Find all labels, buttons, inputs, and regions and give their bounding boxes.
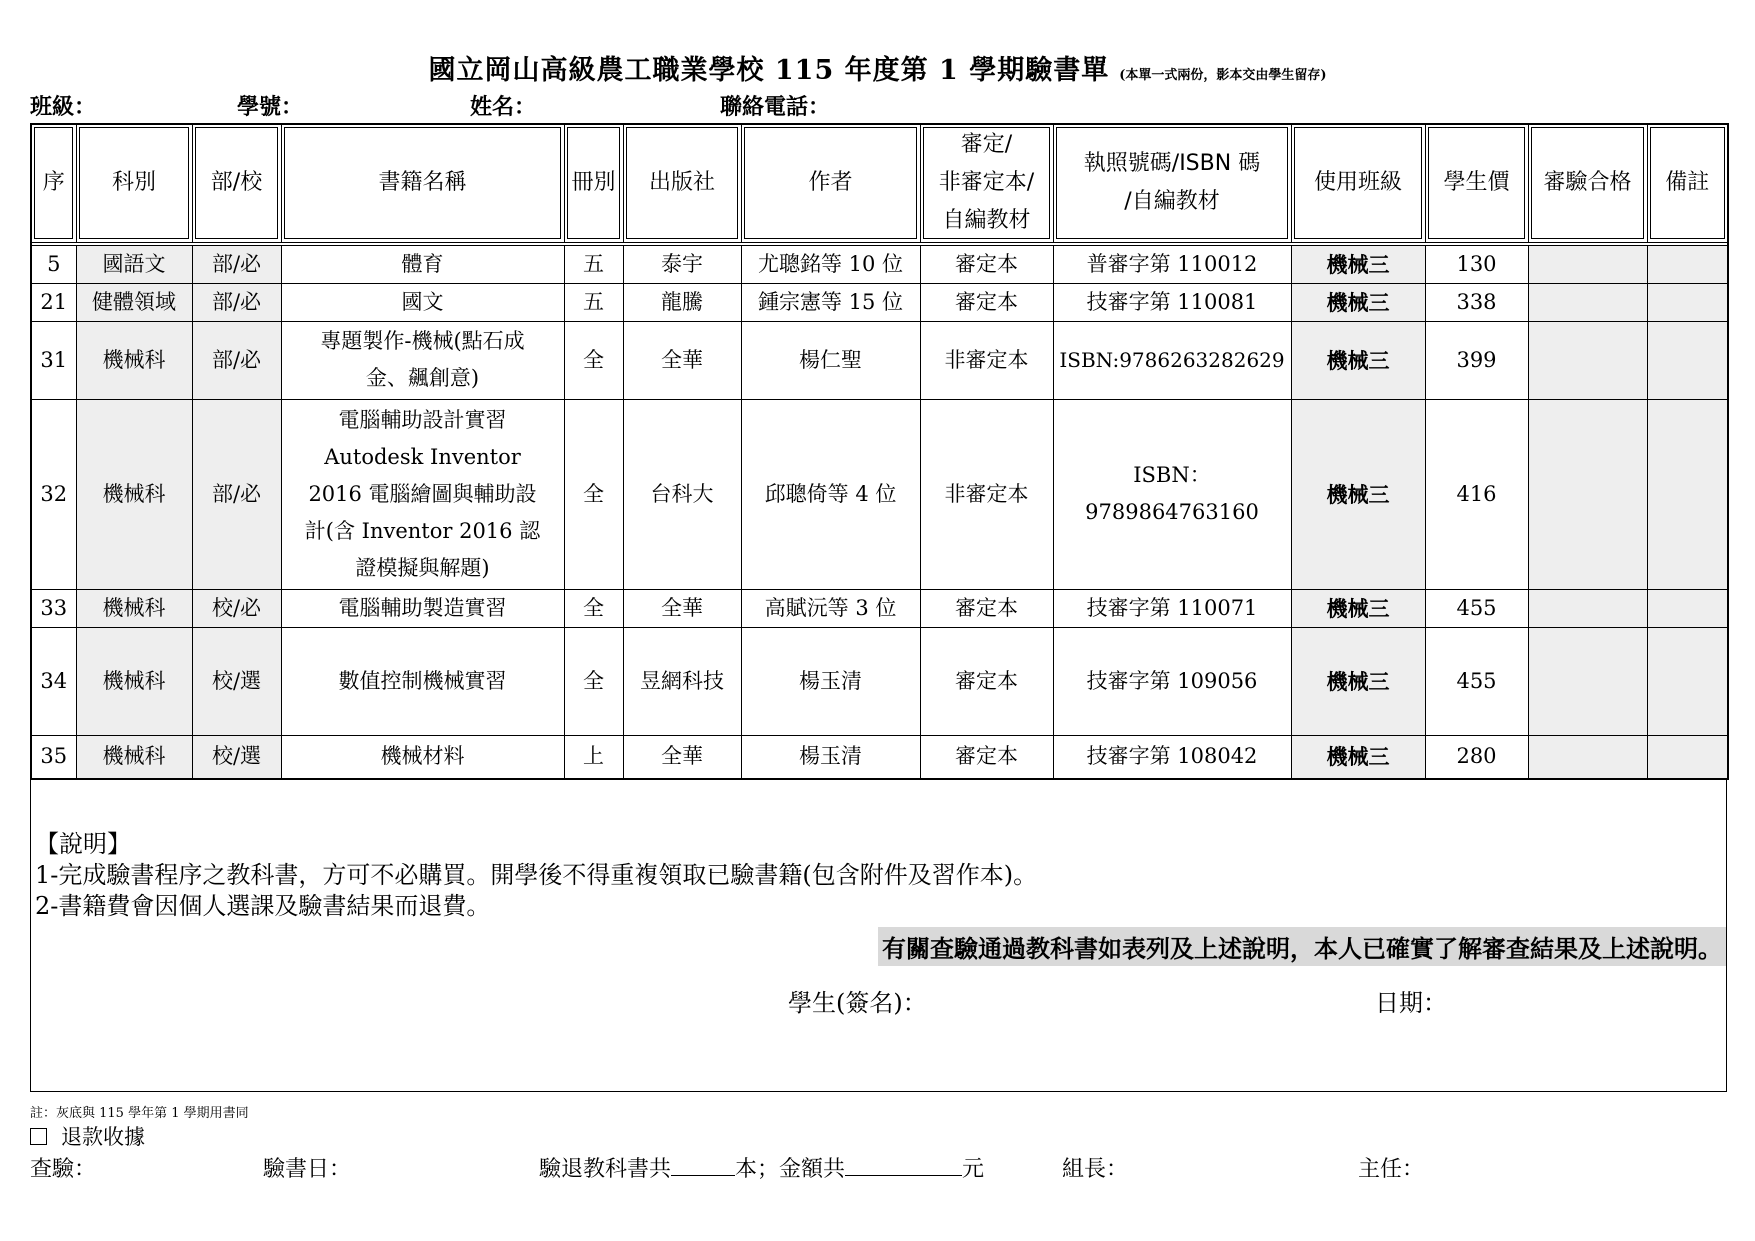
cell-publisher: 全華	[623, 589, 741, 627]
col-header-no: 序	[31, 124, 76, 242]
cell-class: 機械三	[1291, 399, 1425, 589]
cell-remark[interactable]	[1647, 399, 1728, 589]
cell-status: 審定本	[920, 627, 1053, 735]
cell-pass[interactable]	[1528, 399, 1647, 589]
cell-volume: 五	[564, 245, 623, 283]
refund-checkbox[interactable]	[30, 1128, 47, 1145]
cell-volume: 全	[564, 321, 623, 399]
cell-author: 邱聰倚等 4 位	[741, 399, 920, 589]
cell-title: 體育	[281, 245, 564, 283]
col-header-type: 部/校	[192, 124, 281, 242]
cell-pass[interactable]	[1528, 589, 1647, 627]
cell-type: 校/選	[192, 627, 281, 735]
col-header-volume: 冊別	[564, 124, 623, 242]
col-header-publisher: 出版社	[623, 124, 741, 242]
table-row	[31, 321, 1728, 399]
cell-price: 280	[1425, 735, 1528, 779]
cell-class: 機械三	[1291, 627, 1425, 735]
gray-footnote: 註：灰底與 115 學年第 1 學期用書同	[30, 1106, 249, 1121]
cell-license: 技審字第 109056	[1053, 627, 1291, 735]
cell-dept: 國語文	[76, 245, 192, 283]
notes-text	[35, 829, 1037, 922]
cell-type: 部/必	[192, 321, 281, 399]
cell-publisher: 台科大	[623, 399, 741, 589]
notes-item-2: 2-書籍費會因個人選課及驗書結果而退費。	[35, 892, 491, 920]
cell-pass[interactable]	[1528, 735, 1647, 779]
cell-license: ISBN:9786263282629	[1053, 321, 1291, 399]
notes-heading: 【說明】	[35, 830, 131, 858]
col-header-title: 書籍名稱	[281, 124, 564, 242]
cell-class: 機械三	[1291, 321, 1425, 399]
cell-price: 399	[1425, 321, 1528, 399]
table-row	[31, 283, 1728, 321]
col-header-status: 審定/ 非審定本/ 自編教材	[920, 124, 1053, 242]
cell-price: 338	[1425, 283, 1528, 321]
cell-class: 機械三	[1291, 283, 1425, 321]
cell-author: 高賦沅等 3 位	[741, 589, 920, 627]
cell-dept: 健體領域	[76, 283, 192, 321]
student-id-label: 學號：	[237, 95, 304, 120]
col-header-remark: 備註	[1647, 124, 1728, 242]
count-prefix: 驗退教科書共	[539, 1157, 672, 1182]
textbook-table	[30, 123, 1729, 780]
student-name-label: 姓名：	[470, 95, 537, 120]
cell-no: 31	[31, 321, 76, 399]
cell-title: 電腦輔助設計實習 Autodesk Inventor 2016 電腦繪圖與輔助設 計(含 Inventor 2016 認 證模擬與解題)	[281, 399, 564, 589]
cell-author: 楊玉清	[741, 735, 920, 779]
cell-pass[interactable]	[1528, 245, 1647, 283]
document-title: 國立岡山高級農工職業學校 115 年度第 1 學期驗書單	[428, 55, 1110, 86]
cell-status: 審定本	[920, 735, 1053, 779]
table-row	[31, 589, 1728, 627]
cell-remark[interactable]	[1647, 589, 1728, 627]
cell-no: 5	[31, 245, 76, 283]
cell-type: 部/必	[192, 399, 281, 589]
cell-pass[interactable]	[1528, 627, 1647, 735]
col-header-price: 學生價	[1425, 124, 1528, 242]
cell-dept: 機械科	[76, 627, 192, 735]
cell-class: 機械三	[1291, 735, 1425, 779]
cell-remark[interactable]	[1647, 283, 1728, 321]
cell-volume: 五	[564, 283, 623, 321]
cell-no: 35	[31, 735, 76, 779]
cell-author: 尤聰銘等 10 位	[741, 245, 920, 283]
col-header-license: 執照號碼/ISBN 碼 /自編教材	[1053, 124, 1291, 242]
cell-publisher: 龍騰	[623, 283, 741, 321]
confirmation-statement: 有關查驗通過教科書如表列及上述說明，本人已確實了解審查結果及上述說明。	[878, 927, 1726, 966]
cell-no: 34	[31, 627, 76, 735]
cell-dept: 機械科	[76, 399, 192, 589]
director-label: 主任：	[1358, 1157, 1425, 1182]
phone-label: 聯絡電話：	[720, 95, 831, 120]
refund-receipt-row	[30, 1121, 145, 1151]
col-header-author: 作者	[741, 124, 920, 242]
cell-status: 非審定本	[920, 399, 1053, 589]
cell-type: 部/必	[192, 283, 281, 321]
count-unit: 本；金額共	[735, 1157, 846, 1182]
cell-status: 審定本	[920, 245, 1053, 283]
amount-unit: 元	[962, 1157, 985, 1182]
cell-pass[interactable]	[1528, 283, 1647, 321]
cell-remark[interactable]	[1647, 627, 1728, 735]
col-header-dept: 科別	[76, 124, 192, 242]
cell-price: 416	[1425, 399, 1528, 589]
cell-license: 技審字第 108042	[1053, 735, 1291, 779]
cell-class: 機械三	[1291, 589, 1425, 627]
cell-publisher: 全華	[623, 321, 741, 399]
table-header-row	[31, 124, 1728, 242]
cell-type: 校/選	[192, 735, 281, 779]
cell-dept: 機械科	[76, 321, 192, 399]
refund-count-field	[539, 1152, 984, 1183]
inspector-label: 查驗：	[30, 1157, 97, 1182]
cell-license: 技審字第 110071	[1053, 589, 1291, 627]
cell-no: 33	[31, 589, 76, 627]
cell-volume: 全	[564, 627, 623, 735]
cell-type: 校/必	[192, 589, 281, 627]
amount-blank[interactable]	[845, 1154, 962, 1176]
col-header-pass: 審驗合格	[1528, 124, 1647, 242]
cell-publisher: 泰宇	[623, 245, 741, 283]
cell-volume: 上	[564, 735, 623, 779]
cell-license: ISBN： 9789864763160	[1053, 399, 1291, 589]
table-row	[31, 627, 1728, 735]
cell-title: 數值控制機械實習	[281, 627, 564, 735]
document-header	[0, 48, 1755, 87]
refund-label: 退款收據	[61, 1125, 145, 1149]
cell-status: 審定本	[920, 589, 1053, 627]
cell-author: 鍾宗憲等 15 位	[741, 283, 920, 321]
table-row	[31, 735, 1728, 779]
cell-pass[interactable]	[1528, 321, 1647, 399]
cell-no: 32	[31, 399, 76, 589]
cell-price: 130	[1425, 245, 1528, 283]
cell-title: 專題製作-機械(點石成 金、飆創意)	[281, 321, 564, 399]
class-label: 班級：	[30, 95, 97, 120]
cell-author: 楊玉清	[741, 627, 920, 735]
cell-remark[interactable]	[1647, 321, 1728, 399]
table-row	[31, 399, 1728, 589]
cell-status: 審定本	[920, 283, 1053, 321]
cell-remark[interactable]	[1647, 735, 1728, 779]
cell-class: 機械三	[1291, 245, 1425, 283]
cell-publisher: 昱網科技	[623, 627, 741, 735]
cell-title: 國文	[281, 283, 564, 321]
copy-note: (本單一式兩份，影本交由學生留存)	[1119, 68, 1327, 83]
cell-price: 455	[1425, 627, 1528, 735]
cell-author: 楊仁聖	[741, 321, 920, 399]
cell-status: 非審定本	[920, 321, 1053, 399]
cell-title: 電腦輔助製造實習	[281, 589, 564, 627]
leader-label: 組長：	[1062, 1157, 1129, 1182]
cell-volume: 全	[564, 399, 623, 589]
cell-type: 部/必	[192, 245, 281, 283]
cell-remark[interactable]	[1647, 245, 1728, 283]
cell-volume: 全	[564, 589, 623, 627]
cell-license: 普審字第 110012	[1053, 245, 1291, 283]
count-blank[interactable]	[671, 1154, 735, 1176]
notes-item-1: 1-完成驗書程序之教科書，方可不必購買。開學後不得重複領取已驗書籍(包含附件及習作本)。	[35, 861, 1038, 889]
cell-price: 455	[1425, 589, 1528, 627]
date-label[interactable]: 日期：	[1375, 989, 1447, 1017]
student-signature-label[interactable]: 學生(簽名)：	[788, 989, 927, 1017]
cell-no: 21	[31, 283, 76, 321]
cell-publisher: 全華	[623, 735, 741, 779]
cell-dept: 機械科	[76, 589, 192, 627]
table-row	[31, 245, 1728, 283]
cell-dept: 機械科	[76, 735, 192, 779]
col-header-class: 使用班級	[1291, 124, 1425, 242]
inspection-date-label: 驗書日：	[263, 1157, 352, 1182]
notes-section	[30, 779, 1727, 1092]
cell-license: 技審字第 110081	[1053, 283, 1291, 321]
cell-title: 機械材料	[281, 735, 564, 779]
